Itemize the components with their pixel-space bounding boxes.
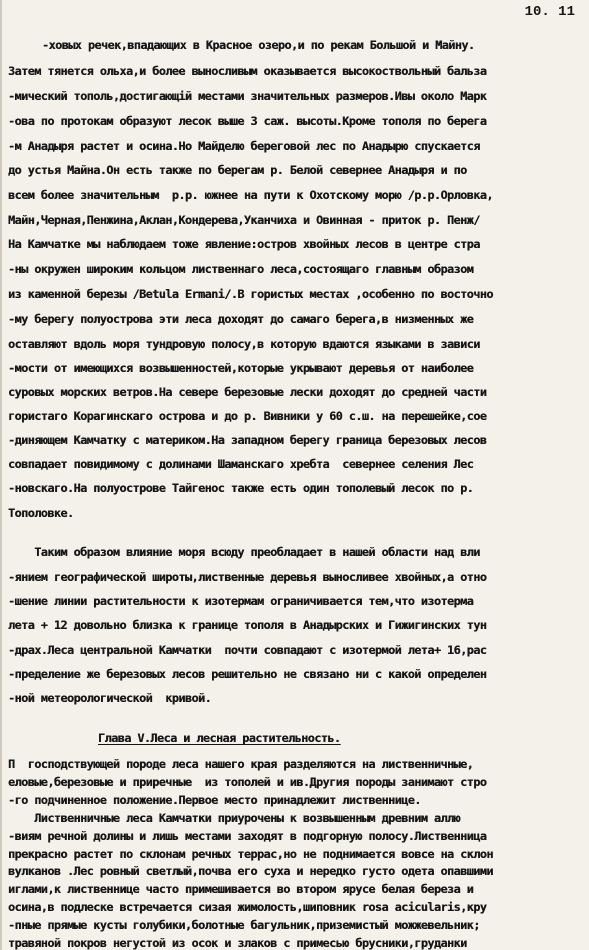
text-line: Лиственничные леса Камчатки приурочены к возвышенным древним аллю bbox=[8, 810, 461, 825]
text-line: -ной метеорологической кривой. bbox=[8, 691, 212, 705]
text-line: еловые,березовые и приречные из тополей и ив.Другия породы занимают стро bbox=[8, 774, 487, 789]
text-line: травяной покров негустой из осок и злаков с примесью брусники,груданки bbox=[8, 936, 467, 950]
text-line: совпадает повидимому с долинами Шаманскаго хребта севернее селения Лес bbox=[8, 457, 474, 471]
text-line: -виям речной долины и лишь местами заходят в подгорную полосу.Лиственница bbox=[8, 828, 487, 843]
text-line: вулканов .Лес ровный светлый,почва его суха и нередко густо одета опавшими bbox=[8, 864, 493, 879]
text-line: -пные прямые кусты голубики,болотные багульник,приземистый можжевельник; bbox=[8, 918, 480, 933]
text-line: -ова по протокам образуют лесок выше 3 саж. высоты.Кроме тополя по берега bbox=[8, 114, 487, 128]
text-line: -новскаго.На полуострове Тайгенос также есть один тополевый лесок по р. bbox=[8, 481, 474, 495]
text-line: из каменной березы /Betula Ermani/.В гористых местах ,особенно по восточно bbox=[8, 287, 493, 301]
chapter-heading: Глава V.Леса и лесная растительность. bbox=[98, 731, 341, 745]
text-line: оставляют вдоль моря тундровую полосу,в которую вдаются языками в зависи bbox=[8, 337, 480, 351]
text-line: -ховых речек,впадающих в Красное озеро,и по рекам Большой и Майну. bbox=[42, 38, 475, 52]
text-line: -шение линии растительности к изотермам ограничивается тем,что изотерма bbox=[8, 594, 474, 608]
text-line: -янием географической широты,лиственные деревья выносливее хвойных,а отно bbox=[8, 570, 487, 584]
text-line: Затем тянется ольха,и более выносливым оказывается высокоствольный бальза bbox=[8, 64, 487, 78]
page-number: 10. 11 bbox=[524, 4, 575, 20]
text-line: прекрасно растет по склонам речных террас,но не поднимается вовсе на склон bbox=[8, 846, 493, 861]
text-line: -пределение же березовых лесов решительно не связано ни с какой определен bbox=[8, 667, 487, 681]
text-line: -го подчиненное положение.Первое место принадлежит лиственнице. bbox=[8, 792, 421, 807]
text-line: -диняющем Камчатку с материком.На западном берегу граница березовых лесов bbox=[8, 433, 487, 447]
text-line: -драх.Леса центральной Камчатки почти совпадают с изотермой лета+ 16,рас bbox=[8, 643, 487, 657]
text-line: -му берегу полуострова эти леса доходят до самаго берега,в низменных же bbox=[8, 312, 474, 326]
text-line: всем более значительным р.р. южнее на пути к Охотскому морю /р.р.Орловка, bbox=[8, 188, 493, 202]
text-line: -м Анадыря растет и осина.Но Майделю береговой лес по Анадырю спускается bbox=[8, 139, 480, 153]
text-line: лета + 12 довольно близка к границе тополя в Анадырских и Гижигинских тун bbox=[8, 618, 487, 632]
text-line: до устья Майна.Он есть также по берегам р. Белой севернее Анадыря и по bbox=[8, 163, 467, 177]
text-line: -ны окружен широким кольцом лиственнаго леса,состоящаго главным образом bbox=[8, 262, 474, 276]
text-line: Тополовке. bbox=[8, 506, 74, 520]
text-line: осина,в подлеске встречается сизая жимолость,шиповник rosa acicularis,кру bbox=[8, 900, 487, 915]
text-line: иглами,к лиственнице часто примешивается во втором ярусе белая береза и bbox=[8, 882, 474, 897]
text-line: гористаго Корагинскаго острова и до р. Вивники у 60 с.ш. на перешейке,сое bbox=[8, 409, 487, 423]
text-line: П господствующей породе леса нашего края разделяются на лиственничные, bbox=[8, 757, 474, 771]
text-line: Майн,Черная,Пенжина,Аклан,Кондерева,Уканчиха и Овинная - приток р. Пенж/ bbox=[8, 213, 480, 227]
text-line: -мости от имеющихся возвышенностей,которые укрывают деревья от наиболее bbox=[8, 361, 474, 375]
text-line: суровых морских ветров.На севере березовые лески доходят до средней части bbox=[8, 385, 487, 399]
text-line: На Камчатке мы наблюдаем тоже явление:остров хвойных лесов в центре стра bbox=[8, 237, 480, 251]
text-line: -мический тополь,достигающій местами значительных размеров.Ивы около Марк bbox=[8, 89, 487, 103]
text-line: Таким образом влияние моря всюду преобладает в нашей области над вли bbox=[8, 545, 480, 559]
